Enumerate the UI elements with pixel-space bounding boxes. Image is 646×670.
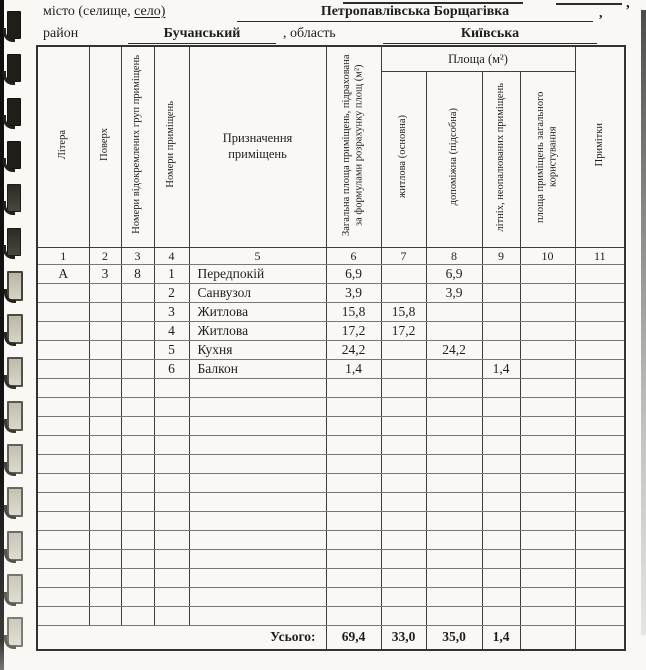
cell-group [121, 284, 154, 303]
cell-notes [575, 493, 625, 512]
cell-total [326, 550, 381, 569]
cell-floor [89, 360, 121, 379]
cell-num [154, 569, 189, 588]
table-row-empty [37, 493, 625, 512]
cell-common [520, 588, 575, 607]
header-summer [482, 72, 520, 248]
column-numbers-row [37, 248, 625, 265]
cell-group [121, 531, 154, 550]
table-row-3 [37, 303, 625, 322]
cell-group [121, 436, 154, 455]
cell-total: 3,9 [326, 284, 381, 303]
cell-notes [575, 436, 625, 455]
cell-notes [575, 341, 625, 360]
cell-purpose: Санвузол [189, 284, 326, 303]
binding-hole-icon [7, 228, 21, 256]
binding-hole-icon [7, 531, 23, 561]
cell-living [381, 474, 426, 493]
cell-living [381, 607, 426, 626]
cell-living [381, 531, 426, 550]
cell-floor [89, 284, 121, 303]
cell-num [154, 436, 189, 455]
totals-living: 33,0 [381, 626, 426, 650]
cell-notes [575, 360, 625, 379]
cell-group [121, 550, 154, 569]
cell-floor [89, 607, 121, 626]
cell-notes [575, 284, 625, 303]
cell-purpose: Житлова [189, 303, 326, 322]
cell-num [154, 379, 189, 398]
totals-common [520, 626, 575, 650]
cell-num [154, 455, 189, 474]
binding-hole-icon [7, 401, 23, 431]
cell-litera [37, 531, 89, 550]
cell-litera [37, 569, 89, 588]
cell-common [520, 265, 575, 284]
header-group-numbers-label: Номери відокремлених груп приміщень [131, 55, 143, 234]
cell-summer [482, 379, 520, 398]
binding-hole-icon [7, 314, 23, 344]
header-common-label: площа приміщень загального користування [534, 91, 559, 223]
cell-num [154, 493, 189, 512]
cell-notes [575, 398, 625, 417]
cell-common [520, 512, 575, 531]
cell-summer [482, 455, 520, 474]
cell-group [121, 303, 154, 322]
totals-notes [575, 626, 625, 650]
cell-litera [37, 550, 89, 569]
cell-group [121, 512, 154, 531]
cell-num [154, 531, 189, 550]
cell-litera [37, 436, 89, 455]
cell-floor [89, 474, 121, 493]
cell-notes [575, 588, 625, 607]
cell-summer [482, 531, 520, 550]
header-room-numbers [154, 46, 189, 248]
totals-auxiliary: 35,0 [426, 626, 482, 650]
cell-floor [89, 531, 121, 550]
cell-living [381, 284, 426, 303]
binding-hole-icon [7, 98, 21, 126]
cell-group [121, 360, 154, 379]
cell-group [121, 417, 154, 436]
cell-common [520, 493, 575, 512]
cell-auxiliary [426, 398, 482, 417]
cell-common [520, 341, 575, 360]
cell-litera [37, 303, 89, 322]
cell-purpose [189, 531, 326, 550]
cell-summer [482, 341, 520, 360]
cell-notes [575, 322, 625, 341]
cell-auxiliary [426, 607, 482, 626]
cell-purpose [189, 588, 326, 607]
cell-summer [482, 417, 520, 436]
column-number-9: 9 [482, 248, 520, 265]
cell-common [520, 607, 575, 626]
cell-floor [89, 493, 121, 512]
cell-floor [89, 455, 121, 474]
column-number-10: 10 [520, 248, 575, 265]
cell-living: 17,2 [381, 322, 426, 341]
cell-notes [575, 265, 625, 284]
cell-num: 5 [154, 341, 189, 360]
binding-hole-icon [7, 54, 21, 82]
cell-summer [482, 284, 520, 303]
cell-floor [89, 436, 121, 455]
cell-num: 2 [154, 284, 189, 303]
cell-num: 3 [154, 303, 189, 322]
cell-group [121, 474, 154, 493]
totals-total-area: 69,4 [326, 626, 381, 650]
cell-floor [89, 379, 121, 398]
column-number-2: 2 [89, 248, 121, 265]
cell-summer [482, 303, 520, 322]
table-row-empty [37, 569, 625, 588]
cell-living [381, 512, 426, 531]
cell-floor [89, 417, 121, 436]
oblast-label: , область [283, 26, 336, 41]
cell-total [326, 398, 381, 417]
column-number-8: 8 [426, 248, 482, 265]
cell-floor [89, 398, 121, 417]
top-remnant-comma: , [626, 0, 630, 11]
cell-total [326, 379, 381, 398]
cell-living [381, 493, 426, 512]
cell-floor: 3 [89, 265, 121, 284]
oblast-value-field: Київська [383, 26, 597, 44]
column-number-6: 6 [326, 248, 381, 265]
cell-floor [89, 550, 121, 569]
cell-num [154, 474, 189, 493]
cell-common [520, 417, 575, 436]
cell-summer [482, 607, 520, 626]
cell-num [154, 398, 189, 417]
cell-total: 1,4 [326, 360, 381, 379]
cell-auxiliary [426, 588, 482, 607]
header-litera [37, 46, 89, 248]
cell-living [381, 341, 426, 360]
totals-row [37, 626, 625, 650]
cell-auxiliary [426, 379, 482, 398]
cell-purpose [189, 398, 326, 417]
cell-group [121, 341, 154, 360]
cell-group [121, 588, 154, 607]
column-number-1: 1 [37, 248, 89, 265]
cell-purpose [189, 436, 326, 455]
cell-total: 24,2 [326, 341, 381, 360]
cell-litera [37, 341, 89, 360]
cell-num [154, 417, 189, 436]
district-value-field: Бучанський [128, 26, 276, 44]
cell-purpose [189, 474, 326, 493]
table-row-empty [37, 531, 625, 550]
cell-summer [482, 265, 520, 284]
cell-living: 15,8 [381, 303, 426, 322]
table-row-empty [37, 436, 625, 455]
cell-common [520, 474, 575, 493]
cell-auxiliary [426, 569, 482, 588]
cell-summer [482, 588, 520, 607]
cell-summer [482, 474, 520, 493]
cell-floor [89, 303, 121, 322]
cell-auxiliary [426, 474, 482, 493]
table-row-6 [37, 360, 625, 379]
cell-auxiliary [426, 550, 482, 569]
cell-total [326, 455, 381, 474]
cell-litera [37, 398, 89, 417]
table-row-5 [37, 341, 625, 360]
cell-summer [482, 322, 520, 341]
cell-group: 8 [121, 265, 154, 284]
header-purpose: Призначення приміщень [189, 46, 326, 248]
table-row-empty [37, 512, 625, 531]
cell-common [520, 360, 575, 379]
cell-total: 6,9 [326, 265, 381, 284]
header-litera-label: Літера [56, 129, 68, 160]
cell-purpose [189, 379, 326, 398]
cell-total [326, 588, 381, 607]
cell-group [121, 569, 154, 588]
cell-summer: 1,4 [482, 360, 520, 379]
header-floor-label: Поверх [98, 128, 110, 161]
cell-auxiliary [426, 493, 482, 512]
cell-floor [89, 512, 121, 531]
cell-living [381, 379, 426, 398]
cell-auxiliary [426, 436, 482, 455]
cell-notes [575, 512, 625, 531]
city-value-field: Петропавлівська Борщагівка [237, 4, 593, 22]
cell-common [520, 550, 575, 569]
page-edge-shadow-right [641, 10, 646, 635]
cell-total: 15,8 [326, 303, 381, 322]
cell-litera: А [37, 265, 89, 284]
cell-living [381, 588, 426, 607]
header-auxiliary-label: допоміжна (підсобна) [447, 108, 459, 206]
header-living-label: житлова (основна) [397, 115, 409, 199]
cell-group [121, 607, 154, 626]
cell-floor [89, 569, 121, 588]
table-row-empty [37, 607, 625, 626]
column-number-3: 3 [121, 248, 154, 265]
cell-summer [482, 493, 520, 512]
cell-num [154, 588, 189, 607]
cell-notes [575, 531, 625, 550]
cell-purpose [189, 550, 326, 569]
cell-notes [575, 569, 625, 588]
header-notes [575, 46, 625, 248]
cell-num: 4 [154, 322, 189, 341]
cell-living [381, 417, 426, 436]
cell-living [381, 455, 426, 474]
totals-label: Усього: [37, 626, 326, 650]
header-notes-label: Примітки [593, 122, 605, 167]
cell-total [326, 474, 381, 493]
table-row-4 [37, 322, 625, 341]
table-row-empty [37, 550, 625, 569]
cell-living [381, 436, 426, 455]
cell-notes [575, 379, 625, 398]
table-row-empty [37, 398, 625, 417]
binding-hole-icon [7, 141, 21, 169]
cell-living [381, 550, 426, 569]
cell-auxiliary [426, 303, 482, 322]
cell-auxiliary [426, 322, 482, 341]
cell-common [520, 303, 575, 322]
table-row-empty [37, 474, 625, 493]
cell-purpose [189, 569, 326, 588]
header-group-numbers [121, 46, 154, 248]
cell-auxiliary [426, 531, 482, 550]
binding-hole-icon [7, 444, 23, 474]
cell-group [121, 455, 154, 474]
header-common [520, 72, 575, 248]
cell-total [326, 512, 381, 531]
cell-notes [575, 607, 625, 626]
binding-hole-icon [7, 271, 23, 301]
cell-auxiliary: 3,9 [426, 284, 482, 303]
cell-purpose: Балкон [189, 360, 326, 379]
cell-auxiliary [426, 512, 482, 531]
city-suffix: , [599, 6, 603, 21]
cell-common [520, 436, 575, 455]
cell-summer [482, 569, 520, 588]
cell-common [520, 284, 575, 303]
cell-notes [575, 455, 625, 474]
cell-total [326, 417, 381, 436]
cell-living [381, 265, 426, 284]
cell-purpose [189, 493, 326, 512]
cell-living [381, 360, 426, 379]
cell-living [381, 569, 426, 588]
cell-group [121, 493, 154, 512]
binding-hole-icon [7, 574, 23, 604]
cell-common [520, 531, 575, 550]
header-room-numbers-label: Номери приміщень [165, 101, 177, 188]
cell-purpose [189, 607, 326, 626]
district-label: район [43, 26, 79, 41]
cell-notes [575, 417, 625, 436]
binding-hole-icon [7, 617, 23, 647]
cell-litera [37, 455, 89, 474]
cell-litera [37, 493, 89, 512]
cell-litera [37, 417, 89, 436]
cell-summer [482, 512, 520, 531]
cell-floor [89, 588, 121, 607]
cell-auxiliary: 6,9 [426, 265, 482, 284]
cell-litera [37, 360, 89, 379]
cell-litera [37, 379, 89, 398]
table-row-1 [37, 265, 625, 284]
cell-common [520, 455, 575, 474]
cell-total: 17,2 [326, 322, 381, 341]
header-auxiliary [426, 72, 482, 248]
cell-notes [575, 550, 625, 569]
cell-summer [482, 436, 520, 455]
column-number-11: 11 [575, 248, 625, 265]
header-area-group: Площа (м²) [381, 46, 575, 72]
cell-total [326, 493, 381, 512]
header-summer-label: літніх, неопалюваних приміщень [494, 82, 506, 232]
cell-group [121, 379, 154, 398]
header-row-1 [37, 46, 625, 72]
cell-notes [575, 303, 625, 322]
city-label-part2: село) [134, 4, 166, 19]
column-number-7: 7 [381, 248, 426, 265]
cell-summer [482, 398, 520, 417]
cell-num: 6 [154, 360, 189, 379]
cell-num [154, 607, 189, 626]
cell-total [326, 607, 381, 626]
table-row-empty [37, 379, 625, 398]
cell-purpose: Передпокій [189, 265, 326, 284]
cell-auxiliary [426, 417, 482, 436]
cell-common [520, 379, 575, 398]
table-row-empty [37, 455, 625, 474]
cell-purpose [189, 512, 326, 531]
cell-notes [575, 474, 625, 493]
binding-hole-icon [7, 357, 23, 387]
city-label [43, 4, 165, 20]
table-row-empty [37, 417, 625, 436]
table-row-2 [37, 284, 625, 303]
cell-litera [37, 607, 89, 626]
district-line [0, 26, 646, 46]
cell-common [520, 398, 575, 417]
premises-table [36, 45, 626, 651]
cell-purpose [189, 417, 326, 436]
city-line [0, 4, 646, 24]
table-row-empty [37, 588, 625, 607]
cell-litera [37, 284, 89, 303]
header-total-area [326, 46, 381, 248]
cell-group [121, 322, 154, 341]
cell-total [326, 436, 381, 455]
cell-litera [37, 322, 89, 341]
cell-auxiliary [426, 455, 482, 474]
cell-num: 1 [154, 265, 189, 284]
cell-common [520, 569, 575, 588]
cell-common [520, 322, 575, 341]
binding-hole-icon [7, 487, 23, 517]
cell-purpose [189, 455, 326, 474]
header-floor [89, 46, 121, 248]
cell-total [326, 569, 381, 588]
cell-num [154, 512, 189, 531]
cell-floor [89, 322, 121, 341]
column-number-4: 4 [154, 248, 189, 265]
cell-total [326, 531, 381, 550]
cell-purpose: Житлова [189, 322, 326, 341]
header-living [381, 72, 426, 248]
header-total-area-label: Загальна площа приміщень, підрахована за формулами розрахунку площ (м²) [340, 53, 365, 236]
city-label-part1: місто (селище, [43, 4, 135, 19]
cell-group [121, 398, 154, 417]
column-number-5: 5 [189, 248, 326, 265]
totals-summer: 1,4 [482, 626, 520, 650]
binding-hole-icon [7, 184, 21, 212]
cell-litera [37, 474, 89, 493]
cell-purpose: Кухня [189, 341, 326, 360]
cell-auxiliary: 24,2 [426, 341, 482, 360]
cell-litera [37, 588, 89, 607]
cell-auxiliary [426, 360, 482, 379]
cell-num [154, 550, 189, 569]
cell-living [381, 398, 426, 417]
cell-summer [482, 550, 520, 569]
cell-floor [89, 341, 121, 360]
cell-litera [37, 512, 89, 531]
